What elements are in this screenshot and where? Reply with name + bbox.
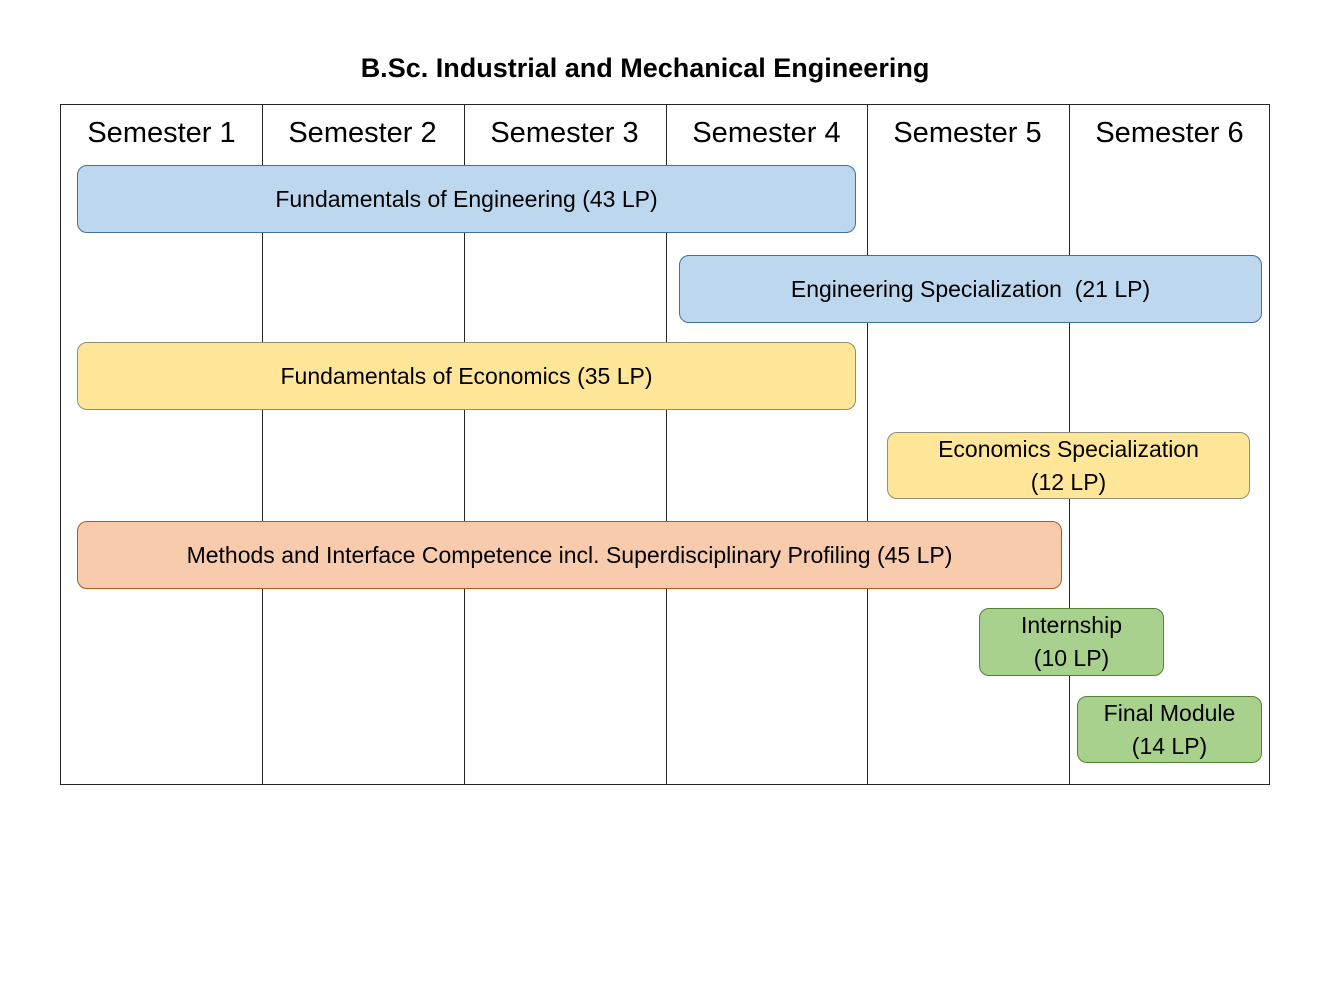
module-economics-specialization [887,432,1250,499]
module-fundamentals-of-engineering [77,165,856,233]
module-label: Methods and Interface Competence incl. Superdisciplinary Profiling (45 LP) [186,541,953,568]
module-label-line2: (14 LP) [1131,732,1208,759]
module-fundamentals-of-economics [77,342,856,410]
module-label-line1: Economics Specialization [938,435,1199,462]
module-final-module [1077,696,1262,763]
semester-5-label: Semester 5 [893,117,1042,149]
module-engineering-specialization [679,255,1262,323]
semester-6-label: Semester 6 [1095,117,1244,149]
column-divider [867,105,868,784]
module-methods-and-interface-competence [77,521,1062,589]
semester-2-label: Semester 2 [288,117,437,149]
module-label-line1: Internship [1020,612,1122,638]
semester-4-label: Semester 4 [692,117,841,149]
module-label-line1: Final Module [1103,699,1236,726]
semester-3-label: Semester 3 [490,117,639,149]
semester-1-label: Semester 1 [87,117,236,149]
module-label-line2: (10 LP) [1033,645,1110,671]
module-internship [979,608,1164,676]
module-label: Fundamentals of Engineering (43 LP) [275,185,658,212]
module-label-line2: (12 LP) [1030,468,1107,495]
diagram-title: B.Sc. Industrial and Mechanical Engineering [360,53,930,83]
module-label: Fundamentals of Economics (35 LP) [280,362,653,389]
module-label: Engineering Specialization (21 LP) [790,275,1151,302]
